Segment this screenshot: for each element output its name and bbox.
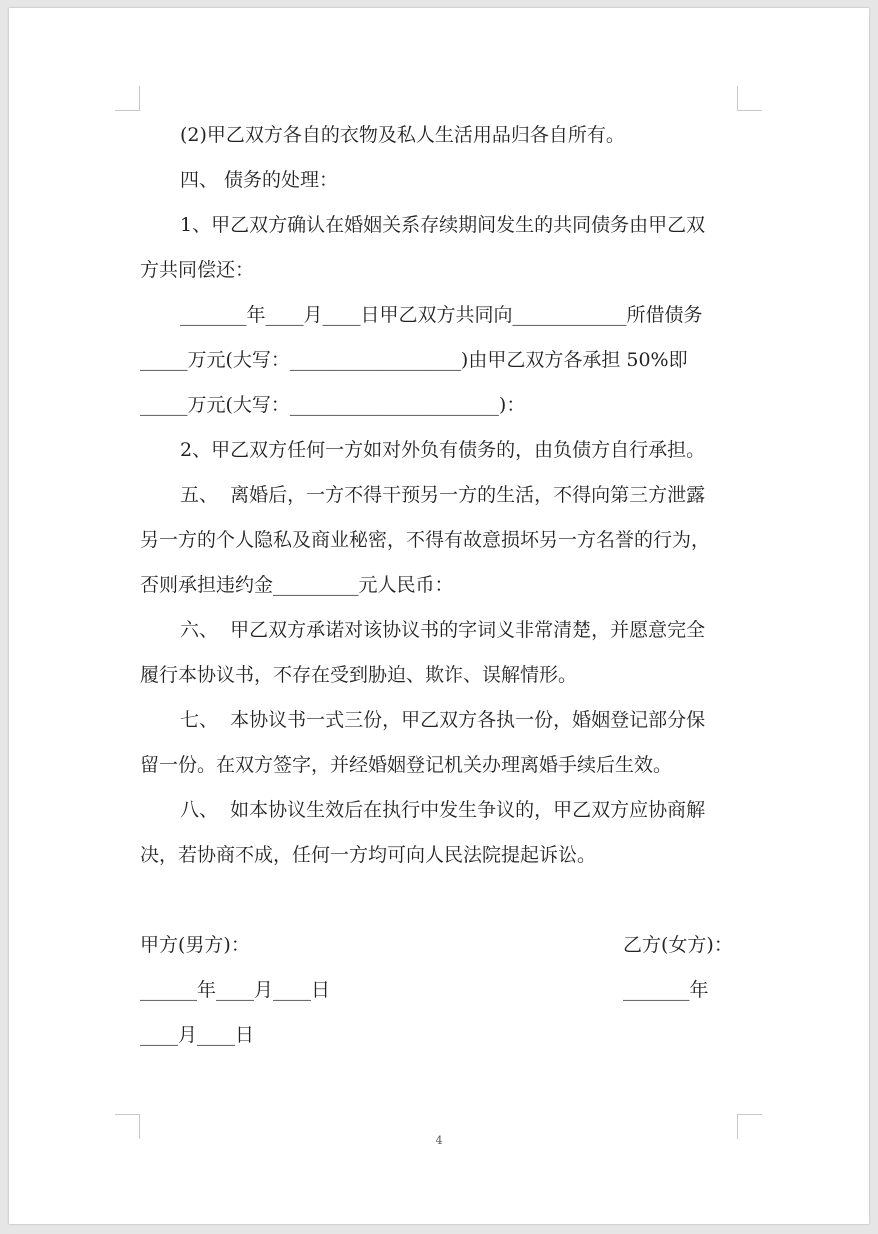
paragraph-line: _____万元(大写：______________________)： xyxy=(140,394,526,416)
party-a-date-field: ______年____月____日 xyxy=(140,979,331,1001)
paragraph-line: (2)甲乙双方各自的衣物及私人生活用品归各自所有。 xyxy=(180,124,625,146)
paragraph-line: 1、甲乙双方确认在婚姻关系存续期间发生的共同债务由甲乙双 xyxy=(180,214,706,236)
page-number: 4 xyxy=(435,1134,443,1147)
paragraph-line: 方共同偿还： xyxy=(140,259,255,281)
party-b-date-field: _______年 xyxy=(623,979,709,1001)
margin-mark-top-right xyxy=(737,86,762,111)
party-a-label: 甲方(男方)： xyxy=(140,934,250,956)
paragraph-line: 2、甲乙双方任何一方如对外负有债务的，由负债方自行承担。 xyxy=(180,439,706,461)
paragraph-line: 决，若协商不成，任何一方均可向人民法院提起诉讼。 xyxy=(140,844,597,866)
document-page xyxy=(9,8,869,1224)
section-heading: 五、 离婚后，一方不得干预另一方的生活，不得向第三方泄露 xyxy=(180,484,706,506)
paragraph-line: 履行本协议书，不存在受到胁迫、欺诈、误解情形。 xyxy=(140,664,578,686)
paragraph-line: _____万元(大写：__________________)由甲乙双方各承担 50%即 xyxy=(140,349,688,371)
paragraph-line: 另一方的个人隐私及商业秘密，不得有故意损坏另一方名誉的行为， xyxy=(140,529,711,551)
date-field-continuation: ____月____日 xyxy=(140,1024,255,1046)
section-heading: 七、 本协议书一式三份，甲乙双方各执一份，婚姻登记部分保 xyxy=(180,709,706,731)
section-heading: 四、 债务的处理： xyxy=(180,169,339,191)
paragraph-line: _______年____月____日甲乙双方共同向____________所借债务 xyxy=(180,304,703,326)
paragraph-line: 否则承担违约金_________元人民币： xyxy=(140,574,454,596)
party-b-label: 乙方(女方)： xyxy=(623,934,733,956)
paragraph-line: 留一份。在双方签字，并经婚姻登记机关办理离婚手续后生效。 xyxy=(140,754,673,776)
section-heading: 八、 如本协议生效后在执行中发生争议的，甲乙双方应协商解 xyxy=(180,799,706,821)
margin-mark-top-left xyxy=(115,86,140,111)
section-heading: 六、 甲乙双方承诺对该协议书的字词义非常清楚，并愿意完全 xyxy=(180,619,706,641)
